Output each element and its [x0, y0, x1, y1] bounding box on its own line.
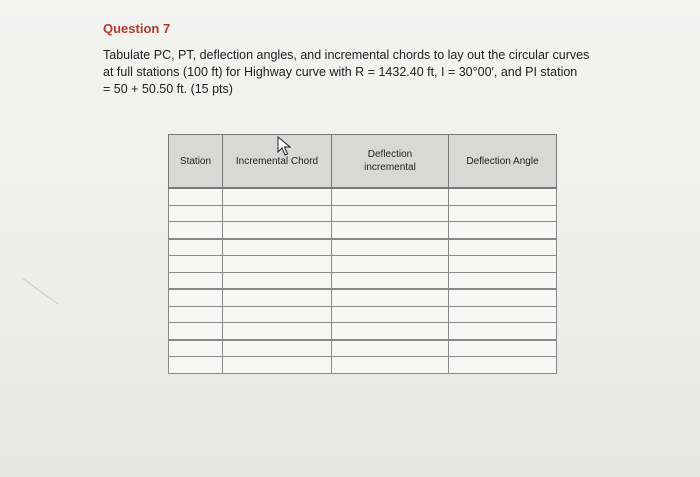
table-cell[interactable]: [223, 272, 332, 289]
table-cell[interactable]: [223, 289, 332, 306]
table-row: [169, 222, 557, 239]
table-cell[interactable]: [449, 306, 557, 323]
table-cell[interactable]: [449, 205, 557, 222]
table-cell[interactable]: [332, 306, 449, 323]
table-cell[interactable]: [332, 256, 449, 273]
table-cell[interactable]: [449, 188, 557, 205]
table-cell[interactable]: [223, 205, 332, 222]
table-cell[interactable]: [169, 188, 223, 205]
question-text: [103, 47, 643, 98]
table-cell[interactable]: [169, 256, 223, 273]
table-cell[interactable]: [169, 239, 223, 256]
table-cell[interactable]: [223, 306, 332, 323]
table-cell[interactable]: [169, 306, 223, 323]
table-row: [169, 323, 557, 340]
table-cell[interactable]: [449, 340, 557, 357]
table-cell[interactable]: [223, 323, 332, 340]
table-row: [169, 306, 557, 323]
table-cell[interactable]: [332, 188, 449, 205]
table-cell[interactable]: [169, 272, 223, 289]
header-deflection-incremental: [332, 135, 449, 189]
table-cell[interactable]: [332, 357, 449, 374]
table-row: [169, 256, 557, 273]
header-incremental-chord: Incremental Chord: [223, 135, 332, 189]
table-cell[interactable]: [332, 289, 449, 306]
header-deflection-incremental-line2: incremental: [364, 162, 416, 173]
table-cell[interactable]: [223, 222, 332, 239]
table-cell[interactable]: [449, 357, 557, 374]
table-cell[interactable]: [169, 340, 223, 357]
table-header-row: [169, 135, 557, 189]
table-cell[interactable]: [332, 323, 449, 340]
header-station: Station: [169, 135, 223, 189]
table-cell[interactable]: [169, 357, 223, 374]
table-cell[interactable]: [332, 340, 449, 357]
header-deflection-angle: Deflection Angle: [449, 135, 557, 189]
table-cell[interactable]: [223, 256, 332, 273]
table-row: [169, 239, 557, 256]
table-cell[interactable]: [449, 272, 557, 289]
table-cell[interactable]: [169, 289, 223, 306]
question-line: Tabulate PC, PT, deflection angles, and incremental chords to lay out the circular curves: [103, 48, 590, 62]
page-corner-fold-mark: [20, 276, 60, 306]
layout-table: [168, 134, 557, 374]
table-cell[interactable]: [169, 205, 223, 222]
table-cell[interactable]: [223, 188, 332, 205]
table-cell[interactable]: [449, 256, 557, 273]
table-cell[interactable]: [223, 239, 332, 256]
table-cell[interactable]: [449, 323, 557, 340]
table-cell[interactable]: [449, 289, 557, 306]
table-cell[interactable]: [449, 222, 557, 239]
table-row: [169, 357, 557, 374]
table-cell[interactable]: [223, 357, 332, 374]
table-cell[interactable]: [332, 205, 449, 222]
mouse-pointer-icon: [277, 136, 291, 156]
table-cell[interactable]: [449, 239, 557, 256]
table-cell[interactable]: [169, 222, 223, 239]
table-cell[interactable]: [169, 323, 223, 340]
question-title: Question 7: [103, 21, 171, 36]
table-row: [169, 205, 557, 222]
question-line: at full stations (100 ft) for Highway curve with R = 1432.40 ft, I = 30°00′, and PI station: [103, 65, 578, 79]
table-row: [169, 272, 557, 289]
header-deflection-incremental-line1: Deflection: [367, 149, 413, 160]
table-row: [169, 289, 557, 306]
table-cell[interactable]: [332, 239, 449, 256]
table-row: [169, 188, 557, 205]
table-row: [169, 340, 557, 357]
table-cell[interactable]: [223, 340, 332, 357]
table-cell[interactable]: [332, 272, 449, 289]
table-cell[interactable]: [332, 222, 449, 239]
question-line: = 50 + 50.50 ft. (15 pts): [103, 82, 233, 96]
